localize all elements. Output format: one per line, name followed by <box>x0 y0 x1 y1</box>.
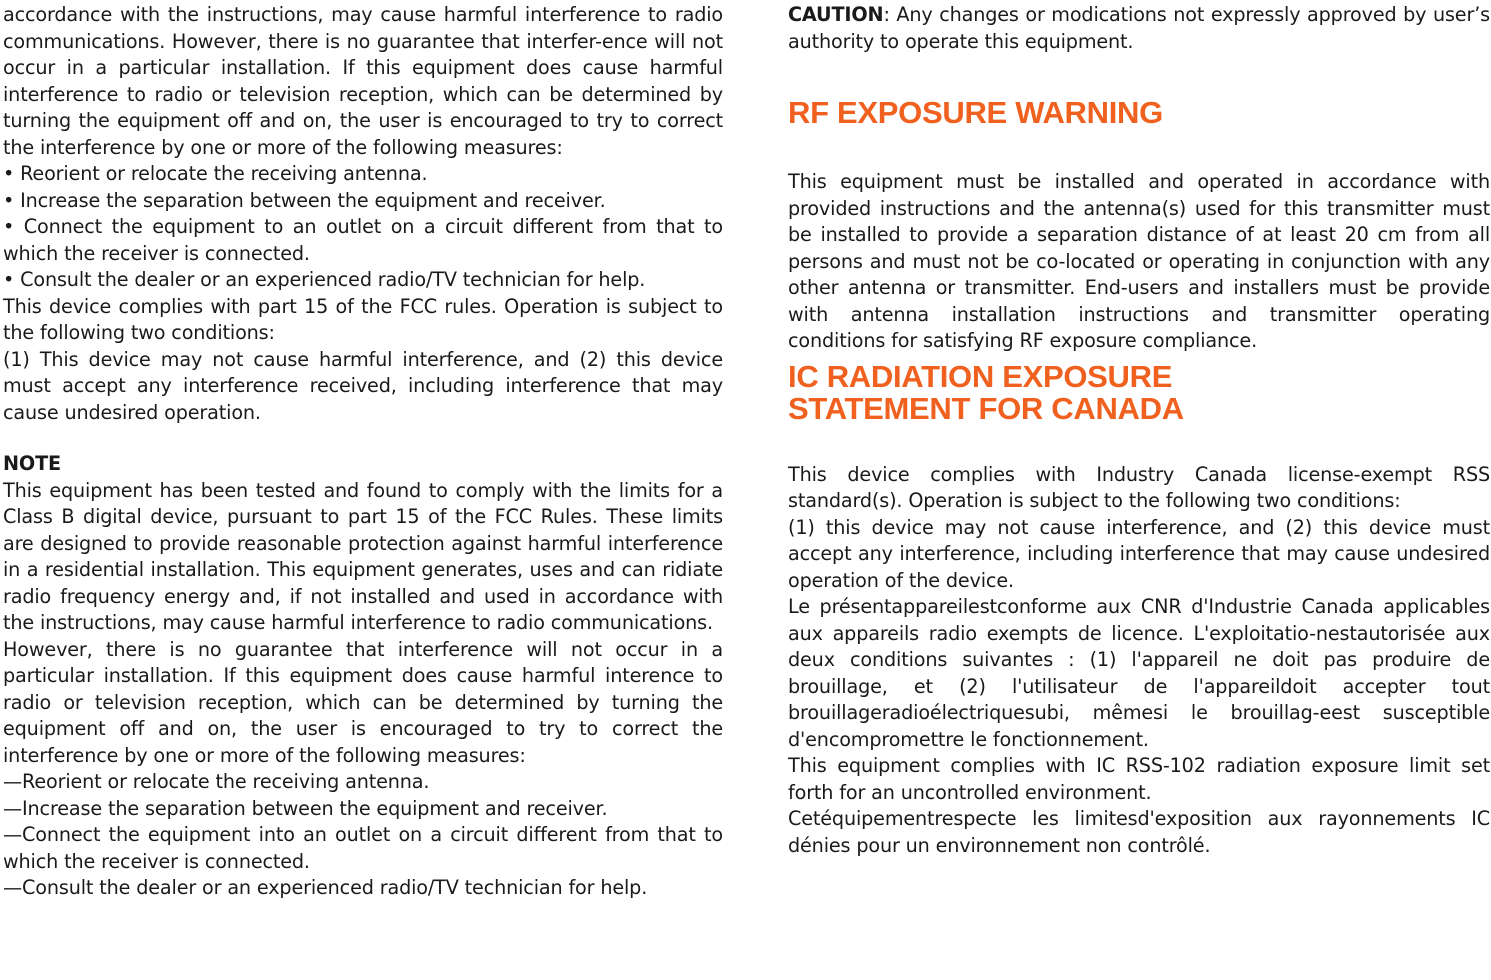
note-measure-item: —Reorient or relocate the receiving antenna. <box>3 770 430 793</box>
ic-paragraph: (1) this device may not cause interference, and (2) this device must accept any interference, including interference that may cause undesired operation of the device. <box>788 515 1490 592</box>
note-measure-item: —Increase the separation between the equipment and receiver. <box>3 796 608 820</box>
ic-paragraph-french: Cetéquipementrespecte les limitesd'exposition aux rayonnements IC dénies pour un environnement non contrôlé. <box>788 807 1490 857</box>
rf-exposure-paragraph: This equipment must be installed and operated in accordance with provided instructions and the antenna(s) used for this transmitter must be installed to provide a separation distance of at least 20 cm from all persons and must not be co-located or operating in conjunction with any other antenna or transmitter. End-users and installers must be provide with antenna installation instructions and transmitter operating conditions for satisfying RF exposure compliance. <box>788 170 1490 352</box>
fcc-measure-item: • Consult the dealer or an experienced radio/TV technician for help. <box>3 268 646 291</box>
caution-label: CAUTION <box>788 3 884 26</box>
caution-text: : Any changes or modications not expressly approved by user’s authority to operate this equipment. <box>788 3 1490 53</box>
left-column <box>3 2 723 902</box>
ic-paragraph: This device complies with Industry Canada license-exempt RSS standard(s). Operation is subject to the following two conditions: <box>788 462 1490 512</box>
ic-paragraph-french: Le présentappareilestconforme aux CNR d'Industrie Canada applicables aux appareils radio exempts de licence. L'exploitatio-nestautorisée aux deux conditions suivantes : (1) l'appareil ne doit pas produire de brouillage, et (2) l'utilisateur de l'appareildoit accepter tout brouillageradioélectriquesubi, mêmesi le brouillag-eest susceptible d'encompromettre le fonctionnement. <box>788 595 1490 751</box>
note-paragraph: However, there is no guarantee that interference will not occur in a particular installation. If this equipment does cause harmful interence to radio or television reception, which can be determined by turning the equipment off and on, the user is encouraged to try to correct the interference by one or more of the following measures: <box>3 637 723 767</box>
rf-exposure-heading: RF EXPOSURE WARNING <box>788 95 1163 130</box>
note-heading: NOTE <box>3 452 61 475</box>
caution-paragraph <box>788 2 1490 55</box>
fcc-measure-item: • Connect the equipment to an outlet on a circuit different from that to which the receiver is connected. <box>3 215 723 265</box>
fcc-conditions-paragraph: (1) This device may not cause harmful interference, and (2) this device must accept any interference received, including interference that may cause undesired operation. <box>3 347 723 424</box>
fcc-measure-item: • Reorient or relocate the receiving antenna. <box>3 162 428 185</box>
fcc-compliance-paragraph: This device complies with part 15 of the FCC rules. Operation is subject to the following two conditions: <box>3 294 723 344</box>
ic-heading-line-2: STATEMENT FOR CANADA <box>788 390 1184 426</box>
note-paragraph: This equipment has been tested and found to comply with the limits for a Class B digital device, pursuant to part 15 of the FCC Rules. These limits are designed to provide reasonable protection against harmful interference in a residential installation. This equipment generates, uses and can ridiate radio frequency energy and, if not installed and used in accordance with the instructions, may cause harmful interference to radio communications. <box>3 478 723 634</box>
ic-heading-line-1: IC RADIATION EXPOSURE <box>788 358 1173 394</box>
fcc-measure-item: • Increase the separation between the equipment and receiver. <box>3 188 606 212</box>
note-measure-item: —Consult the dealer or an experienced radio/TV technician for help. <box>3 876 648 899</box>
fcc-intro-paragraph: accordance with the instructions, may cause harmful interference to radio communications. However, there is no guarantee that interfer-ence will not occur in a particular installation. If this equipment does cause harmful interference to radio or television reception, which can be determined by turning the equipment off and on, the user is encouraged to try to correct the interference by one or more of the following measures: <box>3 3 723 159</box>
ic-radiation-heading <box>788 358 1490 426</box>
ic-paragraph: This equipment complies with IC RSS-102 radiation exposure limit set forth for an uncontrolled environment. <box>788 754 1490 804</box>
right-column <box>788 2 1490 859</box>
note-measure-item: —Connect the equipment into an outlet on a circuit different from that to which the receiver is connected. <box>3 823 723 873</box>
